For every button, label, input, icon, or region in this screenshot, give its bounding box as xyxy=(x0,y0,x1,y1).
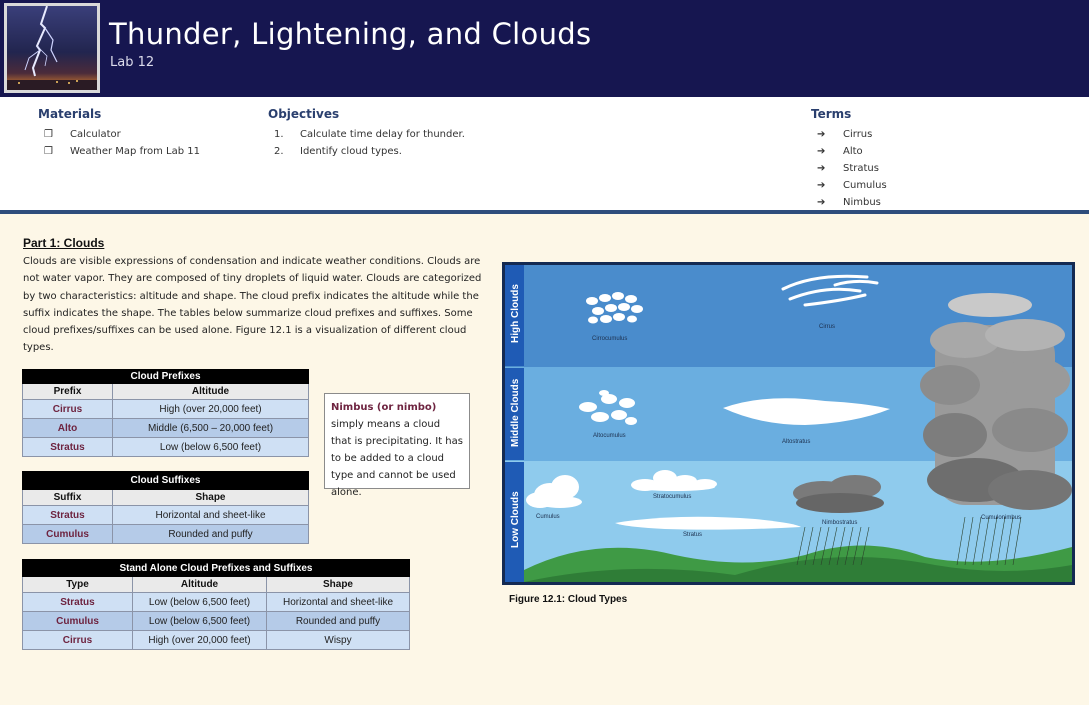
label-cumulus: Cumulus xyxy=(536,514,560,520)
column-header: Type xyxy=(23,577,133,593)
band-label-low: Low Clouds xyxy=(510,491,521,548)
column-header: Suffix xyxy=(23,490,113,506)
label-stratus: Stratus xyxy=(683,532,703,538)
suffixes-table xyxy=(22,471,309,544)
materials-heading: Materials xyxy=(38,107,102,121)
section-divider xyxy=(0,210,1089,214)
arrow-icon: ➔ xyxy=(817,197,826,208)
column-header: Shape xyxy=(113,490,309,506)
objectives-heading: Objectives xyxy=(268,107,340,121)
objectives-list xyxy=(268,107,465,160)
section-title: Part 1: Clouds xyxy=(23,236,105,250)
terms-list xyxy=(811,107,887,211)
arrow-icon: ➔ xyxy=(817,129,826,140)
label-altocumulus: Altocumulus xyxy=(593,433,626,439)
column-header: Altitude xyxy=(113,384,309,400)
nimbus-note xyxy=(324,393,470,498)
cloud-types-figure xyxy=(502,262,1075,585)
table-row: Stratus Horizontal and sheet-like xyxy=(23,506,309,525)
list-item: ➔ Stratus xyxy=(811,160,887,177)
page-title: Thunder, Lightening, and Clouds xyxy=(109,17,592,51)
list-item: ➔ Cirrus xyxy=(811,126,887,143)
table-row: Cirrus High (over 20,000 feet) xyxy=(23,400,309,419)
band-label-middle: Middle Clouds xyxy=(510,378,521,447)
table-row: Cirrus High (over 20,000 feet) Wispy xyxy=(23,631,410,650)
column-header: Altitude xyxy=(133,577,267,593)
table-caption: Cloud Prefixes xyxy=(23,370,309,384)
arrow-icon: ➔ xyxy=(817,146,826,157)
checkbox-icon: ❒ xyxy=(44,129,53,140)
lightning-photo xyxy=(4,3,100,93)
label-cirrus: Cirrus xyxy=(819,324,835,330)
arrow-icon: ➔ xyxy=(817,163,826,174)
intro-paragraph: Clouds are visible expressions of condensation and indicate weather conditions. Clouds are not water vapor. They are composed of tiny droplets of liquid water. Clouds are categorized by two characteristics: altitude and shape. The cloud prefix indicates the altitude while the suffix indicates the shape. The tables below summarize cloud prefixes and suffixes. Some cloud prefixes/suffixes can be used alone. Figure 12.1 is a visualization of different cloud types. xyxy=(23,256,482,354)
table-row: Cumulus Rounded and puffy xyxy=(23,525,309,544)
table-row: Stratus Low (below 6,500 feet) Horizontal and sheet-like xyxy=(23,593,410,612)
figure-caption: Figure 12.1: Cloud Types xyxy=(509,594,628,605)
table-row: Alto Middle (6,500 – 20,000 feet) xyxy=(23,419,309,438)
arrow-icon: ➔ xyxy=(817,180,826,191)
note-text: simply means a cloud that is precipitating. It has to be added to a cloud type and cannot be used alone. xyxy=(331,419,463,498)
materials-list xyxy=(38,107,200,160)
list-item: ➔ Cumulus xyxy=(811,177,887,194)
column-header: Shape xyxy=(267,577,410,593)
checkbox-icon: ❒ xyxy=(44,146,53,157)
page-subtitle: Lab 12 xyxy=(110,55,155,70)
table-row: Stratus Low (below 6,500 feet) xyxy=(23,438,309,457)
list-item: ❒ Calculator xyxy=(38,126,200,143)
standalone-table xyxy=(22,559,410,650)
list-item: 1. Calculate time delay for thunder. xyxy=(274,129,465,140)
table-row: Cumulus Low (below 6,500 feet) Rounded and puffy xyxy=(23,612,410,631)
band-label-high: High Clouds xyxy=(510,284,521,343)
prefixes-table xyxy=(22,369,309,457)
note-term: Nimbus (or nimbo) xyxy=(331,402,437,413)
label-altostratus: Altostratus xyxy=(782,439,811,445)
table-caption: Cloud Suffixes xyxy=(23,472,309,490)
label-stratocumulus: Stratocumulus xyxy=(653,494,692,500)
list-item: ➔ Alto xyxy=(811,143,887,160)
terms-heading: Terms xyxy=(811,107,852,121)
list-item: 2. Identify cloud types. xyxy=(274,146,402,157)
page-header xyxy=(0,0,1089,97)
table-caption: Stand Alone Cloud Prefixes and Suffixes xyxy=(23,560,410,577)
list-item: ➔ Nimbus xyxy=(811,194,887,211)
overview-section xyxy=(0,97,1089,211)
label-cumulonimbus: Cumulonimbus xyxy=(981,515,1022,521)
column-header: Prefix xyxy=(23,384,113,400)
label-nimbostratus: Nimbostratus xyxy=(822,520,858,526)
label-cirrocumulus: Cirrocumulus xyxy=(592,336,628,342)
list-item: ❒ Weather Map from Lab 11 xyxy=(38,143,200,160)
